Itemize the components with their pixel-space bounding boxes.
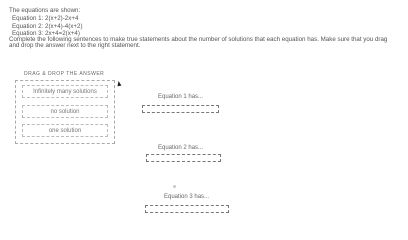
answer-bank — [15, 80, 115, 144]
equation-1-text: Equation 1: 2(x+2)-2x+4 — [12, 15, 79, 23]
equation-1-target-label: Equation 1 has... — [158, 94, 204, 100]
mouse-cursor-icon — [117, 81, 122, 87]
instructions-line-1: Complete the following sentences to make true statements about the number of solutions that each equation has. Make sure that you drag — [9, 35, 388, 43]
equation-3-target-label: Equation 3 has... — [164, 194, 210, 200]
answer-tile-no-solution[interactable]: no solution — [22, 105, 108, 118]
equation-1-dropzone[interactable] — [142, 105, 219, 113]
equation-2-target-label: Equation 2 has... — [158, 145, 204, 151]
loading-dot-icon — [173, 185, 176, 188]
equations-shown-label: The equations are shown: — [9, 7, 81, 14]
intro-text — [9, 8, 387, 49]
answer-tile-infinitely-many[interactable]: Infinitely many solutions — [22, 85, 108, 98]
equation-3-text: Equation 3: 2x+4=2(x+4) — [12, 29, 80, 37]
equation-3-dropzone[interactable] — [145, 205, 229, 213]
answer-tile-one-solution[interactable]: one solution — [22, 124, 108, 137]
equation-2-dropzone[interactable] — [146, 154, 221, 162]
equation-2-text: Equation 2: 2(x+4)-4(x+2) — [12, 23, 83, 31]
drag-drop-header: DRAG & DROP THE ANSWER — [24, 71, 105, 77]
instructions-line-2: and drop the answer next to the right statement. — [9, 42, 141, 50]
